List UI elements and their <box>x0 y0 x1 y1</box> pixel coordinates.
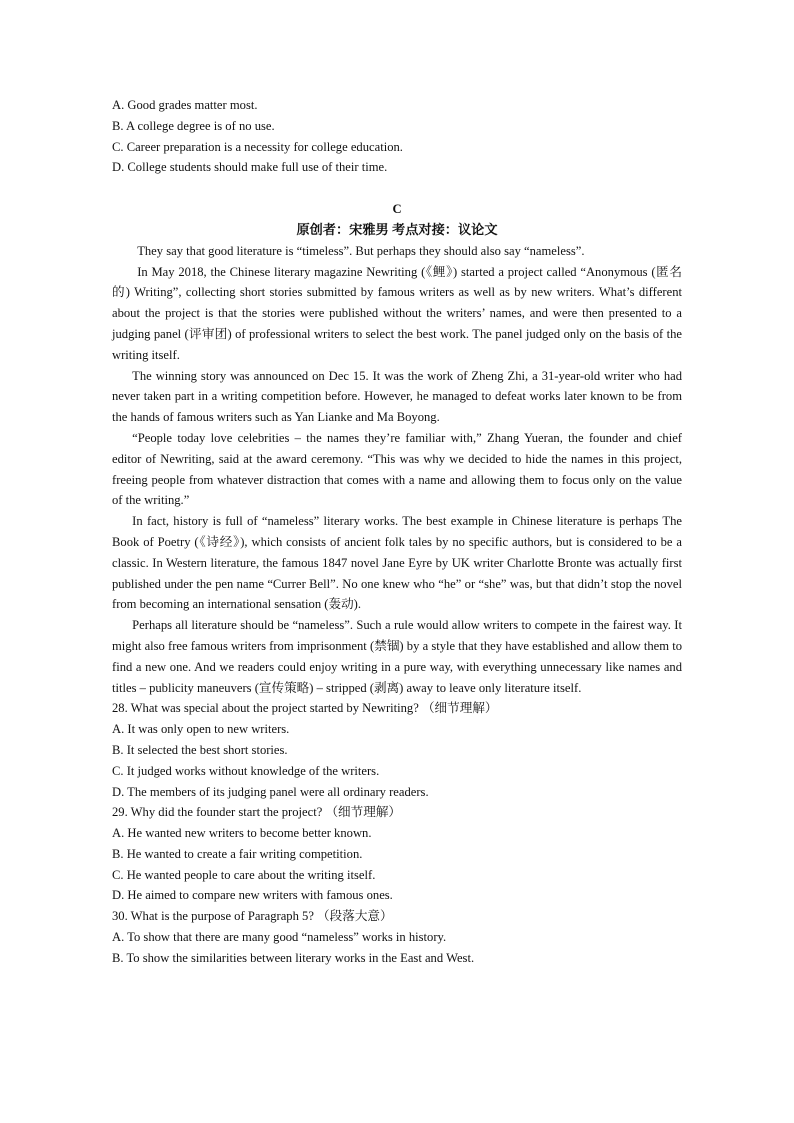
section-letter: C <box>392 202 402 217</box>
option-a: A. It was only open to new writers. <box>112 722 290 737</box>
option-a: A. To show that there are many good “nameless” works in history. <box>112 930 447 945</box>
previous-question-options <box>112 95 682 178</box>
question-stem: 29. Why did the founder start the project? （细节理解） <box>112 805 402 820</box>
paragraph-4: “People today love celebrities – the names they’re familiar with,” Zhang Yueran, the founder and chief editor of Newriting, said at the award ceremony. “This was why we decided to hide the names in this project, freeing people from whatever distraction that comes with a name and allowing them to focus only on the value of the writing.” <box>112 430 682 508</box>
question-stem: 28. What was special about the project started by Newriting? （细节理解） <box>112 701 498 716</box>
option-c: C. It judged works without knowledge of the writers. <box>112 763 380 778</box>
exam-page <box>112 95 682 969</box>
section-subtitle: 原创者：宋雅男 考点对接：议论文 <box>296 221 498 237</box>
question-30 <box>112 906 682 968</box>
question-28 <box>112 698 682 802</box>
option-d: D. The members of its judging panel were all ordinary readers. <box>112 784 429 799</box>
paragraph-2: In May 2018, the Chinese literary magazine Newriting (《鲤》) started a project called “Anonymous (匿名的) Writing”, collecting short stories submitted by famous writers as well as by new writers. What’s different about the project is that the stories were published without the writers’ names, and were then presented to a judging panel (评审团) of professional writers to select the best work. The panel judged only on the basis of the writing itself. <box>112 264 682 362</box>
option-c: C. Career preparation is a necessity for college education. <box>112 139 403 154</box>
question-29 <box>112 802 682 906</box>
option-b: B. It selected the best short stories. <box>112 742 288 757</box>
option-a: A. He wanted new writers to become better known. <box>112 826 372 841</box>
paragraph-6: Perhaps all literature should be “nameless”. Such a rule would allow writers to compete in the fairest way. It might also free famous writers from imprisonment (禁锢) by a style that they have established and allow them to find a new one. And we readers could enjoy writing in a pure way, with everything unnecessary like names and titles – publicity maneuvers (宣传策略) – stripped (剥离) away to leave only literature itself. <box>112 618 682 695</box>
passage <box>112 241 682 699</box>
option-d: D. College students should make full use of their time. <box>112 160 388 175</box>
option-b: B. He wanted to create a fair writing competition. <box>112 846 363 861</box>
option-c: C. He wanted people to care about the writing itself. <box>112 867 376 882</box>
option-b: B. To show the similarities between literary works in the East and West. <box>112 950 475 965</box>
question-stem: 30. What is the purpose of Paragraph 5? （段落大意） <box>112 909 393 924</box>
option-d: D. He aimed to compare new writers with famous ones. <box>112 888 393 903</box>
option-b: B. A college degree is of no use. <box>112 118 275 133</box>
option-a: A. Good grades matter most. <box>112 98 258 112</box>
paragraph-3: The winning story was announced on Dec 15. It was the work of Zheng Zhi, a 31-year-old writer who had never taken part in a writing competition before. However, he managed to defeat works later known to be from the hands of famous writers such as Yan Lianke and Ma Boyong. <box>112 368 682 425</box>
paragraph-5: In fact, history is full of “nameless” literary works. The best example in Chinese literature is perhaps The Book of Poetry (《诗经》), which consists of ancient folk tales by no specific authors, but is considered to be a classic. In Western literature, the famous 1847 novel Jane Eyre by UK writer Charlotte Bronte was actually first published under the pen name “Currer Bell”. No one knew who “he” or “she” was, but that didn’t stop the novel from becoming an international sensation (轰动). <box>112 514 682 612</box>
paragraph-1: They say that good literature is “timeless”. But perhaps they should also say “nameless”. <box>137 243 585 258</box>
